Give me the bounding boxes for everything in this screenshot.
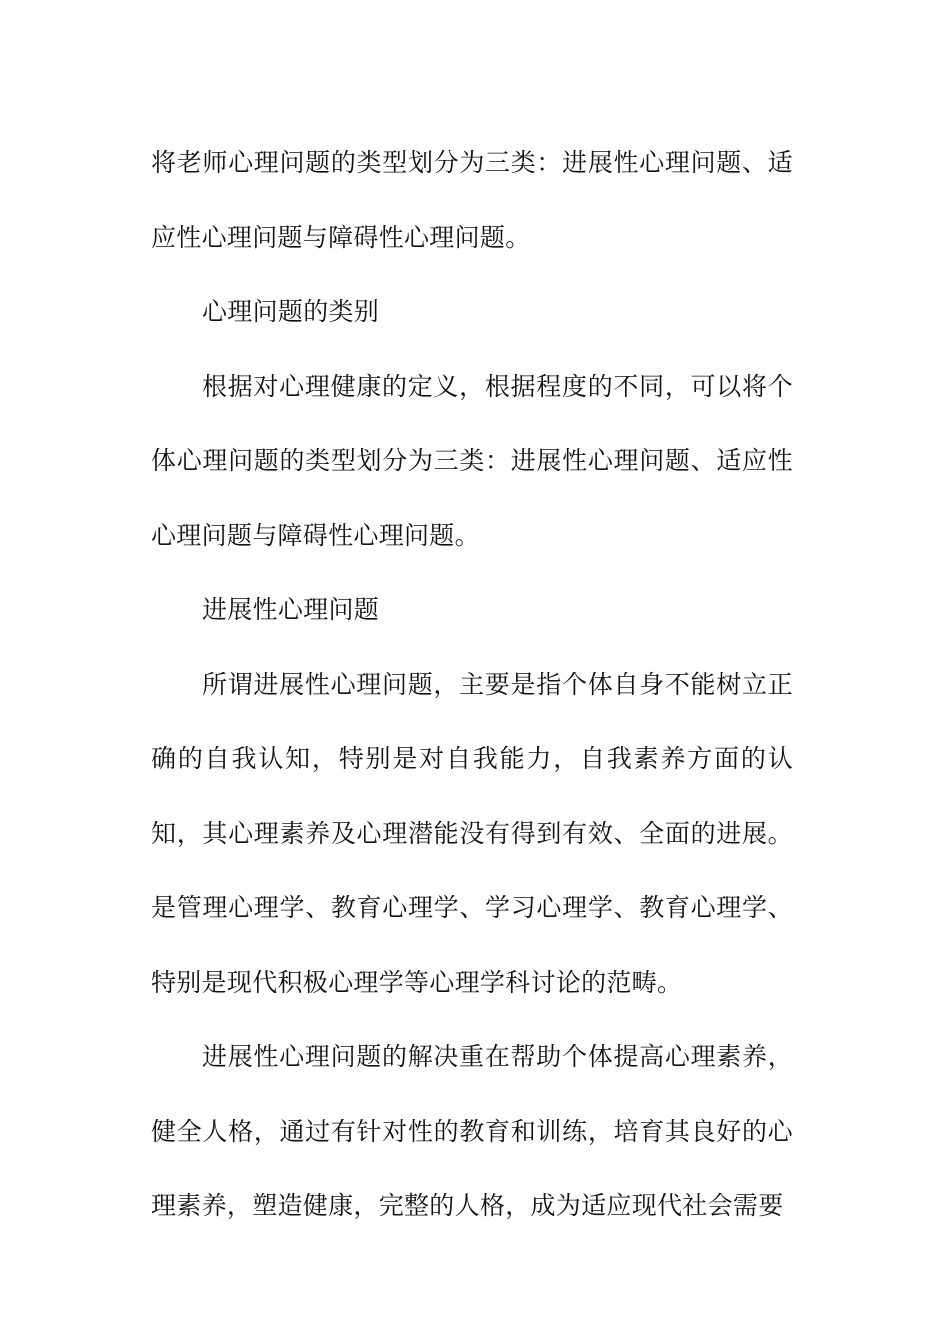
section-heading-categories: 心理问题的类别 — [202, 297, 380, 326]
paragraph-definition: 根据对心理健康的定义，根据程度的不同，可以将个体心理问题的类型划分为三类：进展性心理问题、适应性心理问题与障碍性心理问题。 — [151, 371, 793, 550]
paragraph-continuation: 将老师心理问题的类型划分为三类：进展性心理问题、适应性心理问题与障碍性心理问题。 — [151, 148, 793, 252]
paragraph-developmental-description: 所谓进展性心理问题，主要是指个体自身不能树立正确的自我认知，特别是对自我能力，自我素养方面的认知，其心理素养及心理潜能没有得到有效、全面的进展。是管理心理学、教育心理学、学习心理学、教育心理学、特别是现代积极心理学等心理学科讨论的范畴。 — [151, 669, 793, 997]
section-heading-developmental: 进展性心理问题 — [202, 595, 380, 624]
paragraph-developmental-solution: 进展性心理问题的解决重在帮助个体提高心理素养，健全人格，通过有针对性的教育和训练，培育其良好的心理素养，塑造健康，完整的人格，成为适应现代社会需要 — [151, 1042, 793, 1220]
document-body — [151, 126, 793, 1244]
